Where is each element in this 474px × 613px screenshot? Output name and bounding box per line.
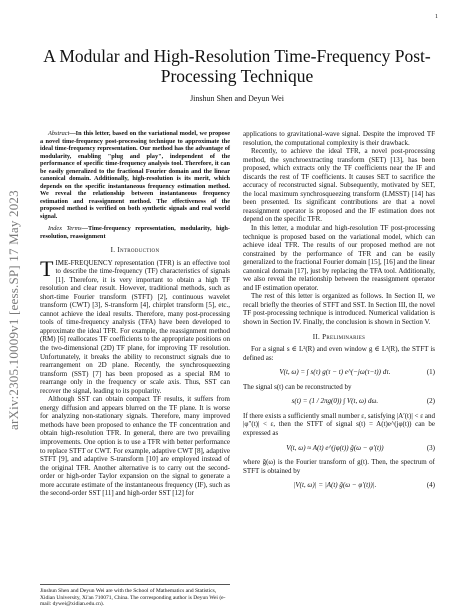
equation-2-number: (2)	[426, 397, 435, 406]
intro-paragraph-1	[40, 255, 230, 396]
page-number: 1	[435, 14, 438, 20]
equation-3	[243, 444, 435, 453]
abstract-text: —In this letter, based on the variational model, we propose a novel time-frequency post-processing technique to approximate the ideal time-frequency representation. Our method has the advantage of modularity, enabling "plug and play", independent of the performance of specific time-frequency analysis tool. Therefore, it can be easily generalized to the fractional Fourier domain and the linear canonical domain. Additionally, high-resolution is its merit, which depends on the specific instantaneous frequency estimation method. We reveal the relationship between instantaneous frequency estimation and reassignment method. The effectiveness of the proposed method is verified on both synthetic signals and real world signal.	[40, 130, 230, 220]
equation-3-body: V(t, ω) ≈ A(t) e^(jφ(t)) ĝ(ω − φ′(t))	[286, 443, 384, 452]
paper-authors: Jinshun Shen and Deyun Wei	[190, 94, 284, 103]
prelim-paragraph-1: For a signal s ∈ L²(R) and even window g ∈ L²(R), the STFT is defined as:	[243, 345, 435, 362]
left-column	[40, 130, 230, 498]
paper-title: A Modular and High-Resolution Time-Frequency Post-Processing Technique	[43, 46, 431, 86]
drop-cap: T	[40, 255, 54, 281]
index-terms	[40, 225, 230, 240]
intro-paragraph-1-text: IME-FREQUENCY representation (TFR) is an effective tool to describe the time-frequency (TF) characteristics of signals [1]. Therefore, it is very important to obtain a high TF resolution and clear result. However, traditional methods, such as short-time Fourier transform (STFT) [2], continuous wavelet transform (CWT) [3], S-transform [4], chirplet transform [5], etc., cannot achieve the ideal results. Therefore, many post-processing tools of time-frequency analysis (TFA) have been developed to approximate the ideal TFR. For example, the reassignment method (RM) [6] reallocates TF coefficients to the appropriate positions on the two-dimensional (2D) TF plane, for improving TF resolution. Unfortunately, it breaks the ability to reconstruct signals due to rearrangement on 2D plane. Recently, the synchrosqueezing transform (SST) [7] has been proposed as a special RM to rearrange only in the frequency or scale axis. Thus, SST can recover the signal, leading to its popularity.	[40, 258, 230, 395]
right-paragraph-4: The rest of this letter is organized as follows. In Section II, we recall briefly the theories of STFT and SST. In Section III, the novel TF post-processing technique is introduced. Numerical validation is shown in Section IV. Finally, the conclusion is shown in Section V.	[243, 292, 435, 327]
arxiv-stamp: arXiv:2305.10009v1 [eess.SP] 17 May 2023	[6, 190, 21, 430]
prelim-paragraph-3: If there exists a sufficiently small number ε, satisfying |A′(t)| < ε and |φ″(t)| < ε, then the STFT of signal s(t) = A(t)e^(jφ(t)) can be expressed as	[243, 411, 435, 437]
intro-paragraph-2: Although SST can obtain compact TF results, it suffers from energy diffusion and appears blurred on the TF plane. It is worse for analyzing non-stationary signals. Therefore, many improved methods have been proposed to enhance the TF concentration and obtain high-resolution TFR. In general, there are two prevailing improvements. One option is to use a TFR with better performance to replace STFT or CWT. For example, adaptive CWT [8], adaptive STFT [9], and adaptive S-transform [10] are employed instead of the original TFR. Another alternative is to carry out the second-order or high-order Taylor expansion on the signal to generate a more accurate estimate of the instantaneous frequency (IF), such as the second-order SST [11] and high-order SST [12] for	[40, 395, 230, 498]
abstract	[40, 130, 230, 220]
equation-4	[243, 481, 435, 490]
prelim-paragraph-2: The signal s(t) can be reconstructed by	[243, 382, 352, 391]
equation-1-body: V(t, ω) = ∫ s(τ) g(τ − t) e^(−jω(τ−t)) dτ.	[279, 368, 391, 377]
equation-2	[243, 397, 435, 406]
section-preliminaries-heading: II. Preliminaries	[312, 332, 366, 341]
index-terms-text: —Time-frequency representation, modularity, high-resolution, reassignment	[40, 225, 230, 240]
equation-3-number: (3)	[426, 443, 435, 452]
footnote: Jinshun Shen and Deyun Wei are with the School of Mathematics and Statistics, Xidian University, Xi'an 710071, China. The corresponding author is Deyun Wei (e-mail: dywei@xidian.edu.cn).	[40, 584, 230, 608]
equation-4-number: (4)	[426, 481, 435, 490]
section-introduction-heading: I. Introduction	[110, 246, 160, 254]
right-paragraph-3: In this letter, a modular and high-resolution TF post-processing technique is proposed based on the variational model, which can achieve ideal TFR. The results of our proposed method are not constrained by the performance of TFR and can be easily generalized to the fractional Fourier domain [15], [16] and the linear canonical domain [17], just by replacing the TFA tool. Additionally, we also reveal the relationship between the reassignment operator and IF estimation operator.	[243, 224, 435, 292]
equation-1	[243, 368, 435, 377]
prelim-paragraph-4: where ĝ(ω) is the Fourier transform of g(t). Then, the spectrum of STFT is obtained by	[243, 458, 435, 475]
right-paragraph-2: Recently, to achieve the ideal TFR, a novel post-processing method, the synchroextracting transform (SET) [13], has been proposed, which extracts only the TF coefficients near the IF and discards the rest of TF coefficients. It causes SET to sacrifice the accuracy of reconstructed signal. Subsequently, motivated by SET, the local maximum synchrosqueezing transform (LMSST) [14] has been presented. Its significant contributions are that a novel reassignment operator is proposed and the IF estimation does not depend on the specific TFR.	[243, 147, 435, 224]
right-paragraph-1: applications to gravitational-wave signal. Despite the improved TF resolution, the computational complexity is their drawback.	[243, 130, 435, 147]
index-terms-label: Index Terms	[48, 225, 82, 232]
equation-4-body: |V(t, ω)| = |A(t) ĝ(ω − φ′(t))|.	[293, 481, 377, 490]
right-column	[243, 130, 435, 496]
equation-2-body: s(t) = (1 / 2πg(0)) ∫ V(t, ω) dω.	[291, 397, 379, 406]
abstract-label: Abstract	[48, 130, 70, 137]
equation-1-number: (1)	[426, 368, 435, 377]
